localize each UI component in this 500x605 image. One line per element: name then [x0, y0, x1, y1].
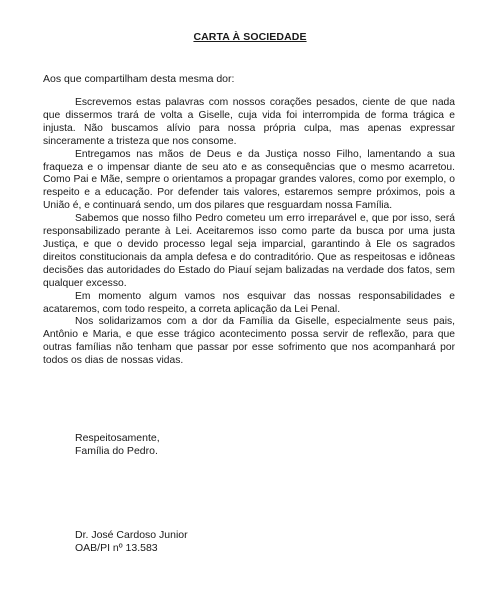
letter-body [43, 97, 455, 368]
paragraph-3: Sabemos que nosso filho Pedro cometeu um erro irreparável e, que por isso, será responsabilizado perante à Lei. Aceitaremos isso como parte da busca por uma justa Justiça, e que o devido processo legal seja imparcial, garantindo à Ele os sagrados direitos constitucionais da ampla defesa e do contraditório. Que as respeitosas e idôneas decisões das autoridades do Estado do Piauí sejam balizadas na verdade dos fatos, sem qualquer excesso. [43, 213, 455, 289]
signatory-registration: OAB/PI nº 13.583 [75, 542, 158, 554]
paragraph-1: Escrevemos estas palavras com nossos corações pesados, ciente de que nada que dissermos trará de volta a Giselle, cuja vida foi interrompida de forma trágica e injusta. Não buscamos alívio para nossa própria culpa, mas apenas expressar sinceramente a tristeza que nos consome. [43, 97, 455, 147]
paragraph-4: Em momento algum vamos nos esquivar das nossas responsabilidades e acataremos, com todo respeito, a correta aplicação da Lei Penal. [43, 290, 455, 315]
salutation: Aos que compartilham desta mesma dor: [43, 73, 235, 85]
closing-block [75, 432, 160, 458]
document-title: CARTA À SOCIEDADE [193, 31, 307, 43]
signature-block [75, 529, 188, 555]
signatory-name: Dr. José Cardoso Junior [75, 529, 188, 541]
paragraph-5: Nos solidarizamos com a dor da Família da Giselle, especialmente seus pais, Antônio e Maria, e que esse trágico acontecimento possa servir de reflexão, para que outras famílias não tenham que passar por esse sofrimento que nos acompanhará por todos os dias de nossas vidas. [43, 316, 455, 367]
closing-signoff: Família do Pedro. [75, 445, 158, 457]
closing-greeting: Respeitosamente, [75, 432, 160, 444]
paragraph-2: Entregamos nas mãos de Deus e da Justiça nosso Filho, lamentando a sua fraqueza e o impensar diante de seu ato e as consequências que o mesmo acarretou. Como Pai e Mãe, sempre o orientamos a propagar grandes valores, como por exemplo, o respeito e a educação. Por defender tais valores, estaremos sempre próximos, pois a União é, e continuará sendo, um dos pilares que resguardam nossa Família. [43, 148, 455, 212]
